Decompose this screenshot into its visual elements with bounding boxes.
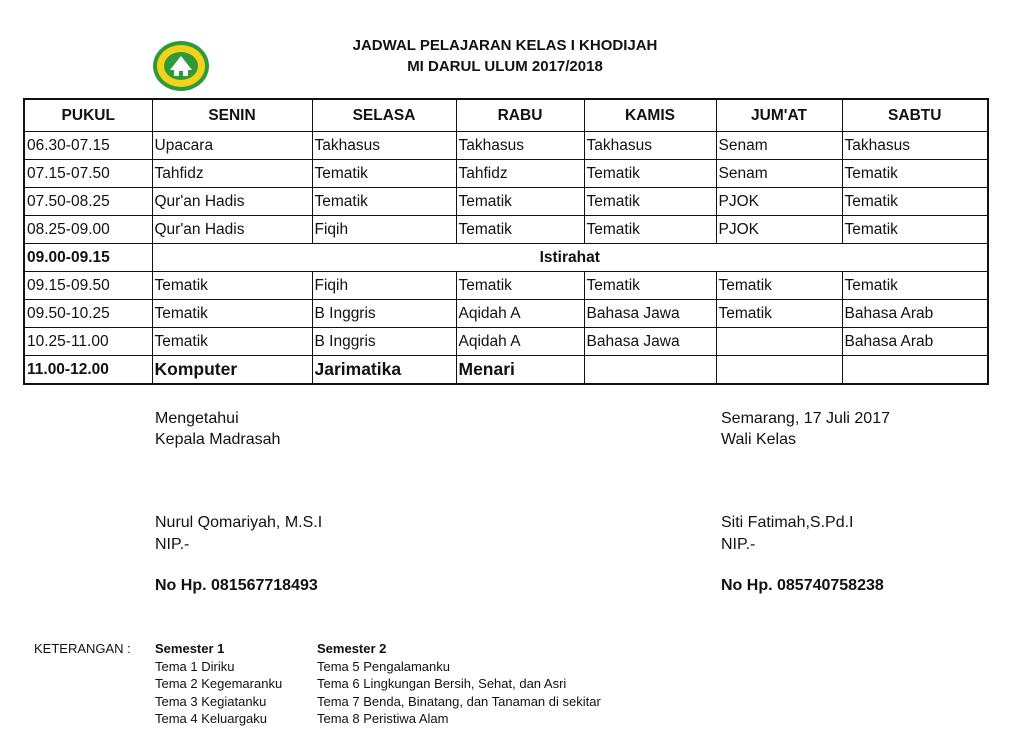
table-cell: 06.30-07.15 [24, 132, 152, 160]
table-cell: 09.15-09.50 [24, 272, 152, 300]
table-cell: Tematik [584, 272, 716, 300]
table-cell: 07.15-07.50 [24, 160, 152, 188]
list-item: Tema 7 Benda, Binatang, dan Tanaman di sekitar [317, 693, 601, 709]
break-label: Istirahat [152, 244, 988, 272]
right-sign-line2: Wali Kelas [721, 431, 796, 448]
table-cell: Takhasus [312, 132, 456, 160]
table-cell [716, 328, 842, 356]
table-cell: Aqidah A [456, 328, 584, 356]
table-cell: Tematik [152, 300, 312, 328]
table-cell: PJOK [716, 188, 842, 216]
left-sign-line2: Kepala Madrasah [155, 431, 281, 448]
semester2-block [317, 640, 601, 728]
table-cell [584, 356, 716, 385]
right-sign-line1: Semarang, 17 Juli 2017 [721, 410, 890, 427]
table-row [24, 328, 988, 356]
page-title: JADWAL PELAJARAN KELAS I KHODIJAH [352, 37, 658, 54]
right-sign-name: Siti Fatimah,S.Pd.I [721, 514, 854, 531]
table-cell: Senam [716, 132, 842, 160]
table-cell: Bahasa Jawa [584, 328, 716, 356]
table-cell: Tahfidz [456, 160, 584, 188]
table-cell [842, 356, 988, 385]
table-cell: 08.25-09.00 [24, 216, 152, 244]
list-item: Tema 6 Lingkungan Bersih, Sehat, dan Asri [317, 676, 567, 691]
list-item: Tema 1 Diriku [155, 658, 235, 674]
table-cell: Fiqih [312, 216, 456, 244]
table-cell: Qur'an Hadis [152, 216, 312, 244]
table-cell: 07.50-08.25 [24, 188, 152, 216]
table-cell: Fiqih [312, 272, 456, 300]
table-cell: Upacara [152, 132, 312, 160]
left-sign-nip: NIP.- [155, 536, 190, 553]
semester1-block [155, 640, 282, 728]
table-cell [716, 356, 842, 385]
school-emblem-icon [152, 40, 210, 92]
table-cell: 09.50-10.25 [24, 300, 152, 328]
table-cell: Tematik [842, 160, 988, 188]
table-cell: Komputer [152, 356, 312, 385]
schedule-table [23, 98, 989, 385]
column-header: SABTU [842, 99, 988, 132]
table-cell: Tematik [312, 160, 456, 188]
right-sign-phone: No Hp. 085740758238 [721, 577, 884, 594]
list-item: Tema 2 Kegemaranku [155, 676, 283, 691]
table-row [24, 356, 988, 385]
table-cell: Tematik [152, 272, 312, 300]
table-cell: Aqidah A [456, 300, 584, 328]
table-cell: B Inggris [312, 328, 456, 356]
table-cell: Tematik [312, 188, 456, 216]
keterangan-label: KETERANGAN : [34, 641, 131, 656]
column-header: SELASA [312, 99, 456, 132]
table-cell: Jarimatika [312, 356, 456, 385]
left-sign-name: Nurul Qomariyah, M.S.I [155, 514, 323, 531]
left-sign-line1: Mengetahui [155, 410, 239, 427]
table-cell: Takhasus [456, 132, 584, 160]
column-header: JUM'AT [716, 99, 842, 132]
list-item: Tema 8 Peristiwa Alam [317, 711, 449, 726]
table-cell: Takhasus [842, 132, 988, 160]
table-cell: 10.25-11.00 [24, 328, 152, 356]
table-cell: Bahasa Arab [842, 328, 988, 356]
table-cell: Tematik [584, 216, 716, 244]
table-cell: Tematik [456, 188, 584, 216]
table-cell: Tematik [152, 328, 312, 356]
table-cell: Tematik [842, 188, 988, 216]
break-row [24, 244, 988, 272]
column-header: PUKUL [24, 99, 152, 132]
table-cell: Takhasus [584, 132, 716, 160]
table-cell: Bahasa Jawa [584, 300, 716, 328]
table-row [24, 188, 988, 216]
table-cell: Tematik [716, 272, 842, 300]
table-cell: Menari [456, 356, 584, 385]
table-cell: Senam [716, 160, 842, 188]
table-cell: Tematik [842, 216, 988, 244]
table-header-row [24, 99, 988, 132]
column-header: SENIN [152, 99, 312, 132]
table-row [24, 160, 988, 188]
table-cell: Qur'an Hadis [152, 188, 312, 216]
semester2-title: Semester 2 [317, 641, 387, 656]
semester1-title: Semester 1 [155, 641, 225, 656]
table-cell: B Inggris [312, 300, 456, 328]
break-time: 09.00-09.15 [24, 244, 152, 272]
table-cell: Tematik [584, 160, 716, 188]
right-sign-nip: NIP.- [721, 536, 756, 553]
table-row [24, 216, 988, 244]
table-cell: Tahfidz [152, 160, 312, 188]
column-header: KAMIS [584, 99, 716, 132]
table-cell: Tematik [716, 300, 842, 328]
column-header: RABU [456, 99, 584, 132]
table-row [24, 300, 988, 328]
table-cell: PJOK [716, 216, 842, 244]
table-cell: Tematik [584, 188, 716, 216]
table-cell: Bahasa Arab [842, 300, 988, 328]
table-row [24, 272, 988, 300]
table-row [24, 132, 988, 160]
table-cell: Tematik [842, 272, 988, 300]
list-item: Tema 5 Pengalamanku [317, 658, 450, 674]
table-cell: Tematik [456, 272, 584, 300]
table-cell: 11.00-12.00 [24, 356, 152, 385]
table-cell: Tematik [456, 216, 584, 244]
list-item: Tema 3 Kegiatanku [155, 693, 267, 709]
left-sign-phone: No Hp. 081567718493 [155, 577, 318, 594]
page-subtitle: MI DARUL ULUM 2017/2018 [407, 58, 603, 75]
list-item: Tema 4 Keluargaku [155, 711, 268, 726]
